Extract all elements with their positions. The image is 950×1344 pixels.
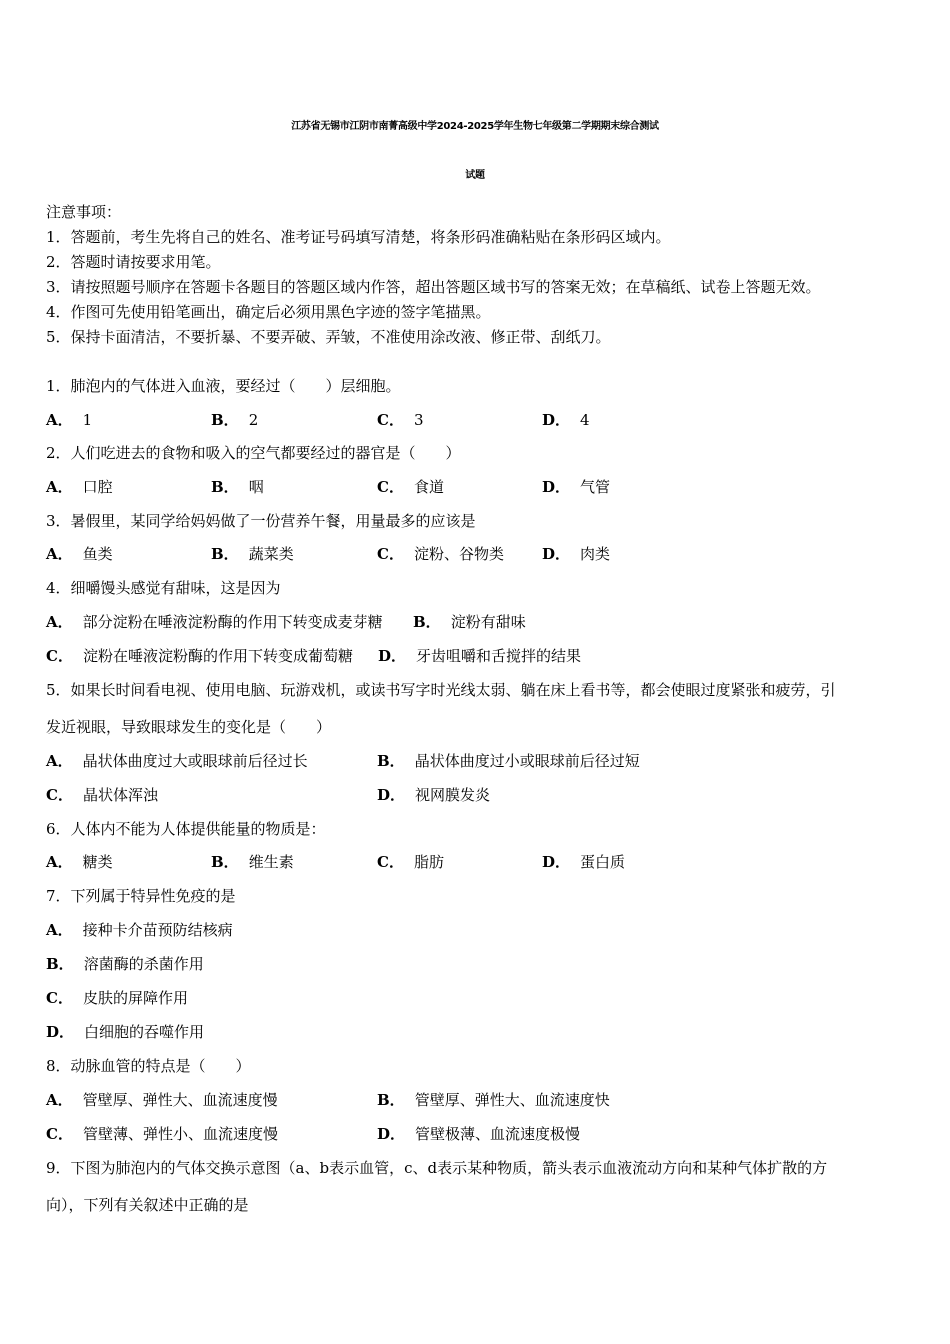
option-d: D． 气管 <box>542 478 611 496</box>
question-stem: 6．人体内不能为人体提供能量的物质是： <box>46 820 326 838</box>
question-stem: 1．肺泡内的气体进入血液，要经过（ ）层细胞。 <box>46 377 401 395</box>
option-a: A． 口腔 <box>46 478 113 496</box>
option-d: D． 管壁极薄、血流速度极慢 <box>377 1125 581 1143</box>
option-a: A． 管壁厚、弹性大、血流速度慢 <box>46 1091 278 1109</box>
question-stem: 3．暑假里，某同学给妈妈做了一份营养午餐，用量最多的应该是 <box>46 512 476 530</box>
option-b: B． 晶状体曲度过小或眼球前后径过短 <box>377 752 640 770</box>
notice-heading: 注意事项： <box>46 203 122 221</box>
option-b: B． 淀粉有甜味 <box>413 613 526 631</box>
option-b: B． 蔬菜类 <box>211 545 294 563</box>
option-c: C． 食道 <box>377 478 444 496</box>
notice-item: 2．答题时请按要求用笔。 <box>46 253 221 271</box>
page-title-continued: 试题 <box>465 170 485 181</box>
option-d: D． 肉类 <box>542 545 611 563</box>
option-c: C． 淀粉在唾液淀粉酶的作用下转变成葡萄糖 <box>46 647 353 665</box>
option-a: A． 1 <box>46 411 93 429</box>
option-b: B． 溶菌酶的杀菌作用 <box>46 955 204 973</box>
question-stem: 8．动脉血管的特点是（ ） <box>46 1057 251 1075</box>
option-b: B． 咽 <box>211 478 264 496</box>
notice-item: 1．答题前，考生先将自己的姓名、准考证号码填写清楚，将条形码准确粘贴在条形码区域内。 <box>46 228 671 246</box>
option-d: D． 4 <box>542 411 590 429</box>
option-c: C． 晶状体浑浊 <box>46 786 158 804</box>
option-c: C． 皮肤的屏障作用 <box>46 989 188 1007</box>
notice-item: 4．作图可先使用铅笔画出，确定后必须用黑色字迹的签字笔描黑。 <box>46 303 491 321</box>
question-stem: 5．如果长时间看电视、使用电脑、玩游戏机，或读书写字时光线太弱、躺在床上看书等，都会使眼过度紧张和疲劳，引 <box>46 681 836 699</box>
option-a: A． 部分淀粉在唾液淀粉酶的作用下转变成麦芽糖 <box>46 613 383 631</box>
option-c: C． 淀粉、谷物类 <box>377 545 504 563</box>
option-a: A． 晶状体曲度过大或眼球前后径过长 <box>46 752 308 770</box>
option-d: D． 视网膜发炎 <box>377 786 491 804</box>
option-d: D． 牙齿咀嚼和舌搅拌的结果 <box>378 647 582 665</box>
option-b: B． 维生素 <box>211 853 294 871</box>
question-stem: 2．人们吃进去的食物和吸入的空气都要经过的器官是（ ） <box>46 444 461 462</box>
option-c: C． 管壁薄、弹性小、血流速度慢 <box>46 1125 278 1143</box>
option-c: C． 3 <box>377 411 424 429</box>
question-stem-continued: 向），下列有关叙述中正确的是 <box>46 1196 249 1214</box>
option-d: D． 蛋白质 <box>542 853 626 871</box>
option-d: D． 白细胞的吞噬作用 <box>46 1023 205 1041</box>
option-a: A． 鱼类 <box>46 545 113 563</box>
option-b: B． 2 <box>211 411 259 429</box>
question-stem: 4．细嚼馒头感觉有甜味，这是因为 <box>46 579 281 597</box>
question-stem-continued: 发近视眼，导致眼球发生的变化是（ ） <box>46 718 332 736</box>
page-title: 江苏省无锡市江阴市南菁高级中学2024-2025学年生物七年级第二学期期末综合测试 <box>291 121 659 132</box>
option-c: C． 脂肪 <box>377 853 444 871</box>
notice-item: 3．请按照题号顺序在答题卡各题目的答题区域内作答，超出答题区域书写的答案无效；在草稿纸、试卷上答题无效。 <box>46 278 821 296</box>
question-stem: 7．下列属于特异性免疫的是 <box>46 887 236 905</box>
option-b: B． 管壁厚、弹性大、血流速度快 <box>377 1091 610 1109</box>
notice-item: 5．保持卡面清洁，不要折暴、不要弄破、弄皱，不准使用涂改液、修正带、刮纸刀。 <box>46 328 611 346</box>
option-a: A． 接种卡介苗预防结核病 <box>46 921 233 939</box>
option-a: A． 糖类 <box>46 853 113 871</box>
question-stem: 9．下图为肺泡内的气体交换示意图（a、b表示血管，c、d表示某种物质，箭头表示血液流动方向和某种气体扩散的方 <box>46 1159 828 1177</box>
